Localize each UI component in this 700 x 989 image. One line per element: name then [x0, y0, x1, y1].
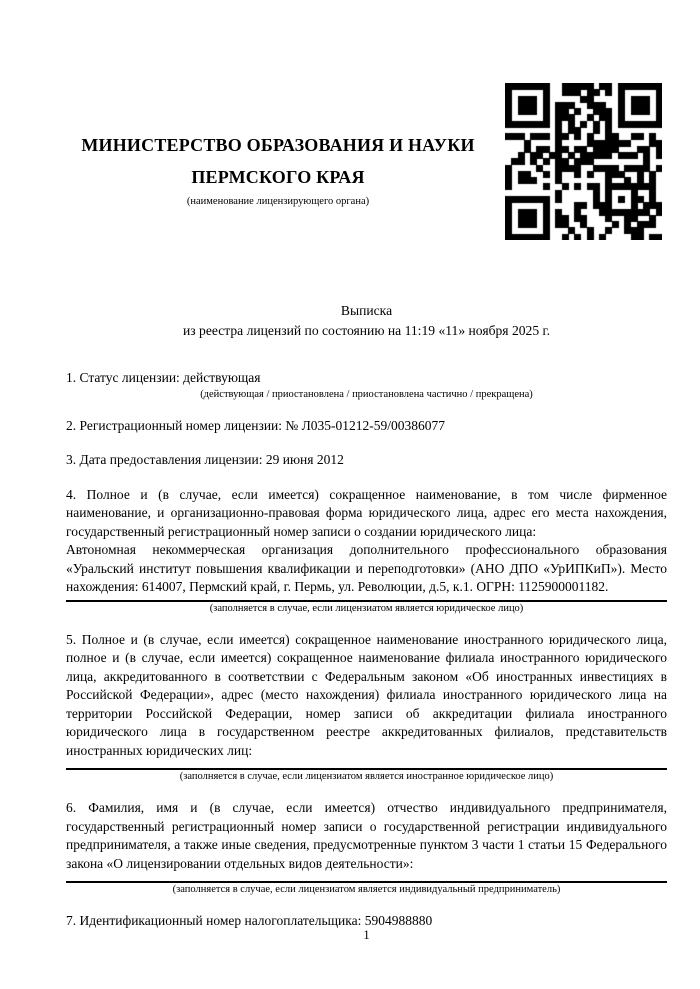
page-number: 1	[363, 928, 370, 942]
ministry-name-line2: ПЕРМСКОГО КРАЯ	[191, 167, 365, 187]
qr-code-icon	[505, 83, 662, 240]
document-title-line1: Выписка	[340, 303, 393, 318]
registration-number-text: 2. Регистрационный номер лицензии: № Л035-01212-59/00386077	[66, 417, 446, 433]
item-foreign-entity	[66, 631, 667, 784]
foreign-entity-caption: (заполняется в случае, если лицензиатом является иностранное юридическое лицо)	[179, 771, 554, 782]
item-individual-entrepreneur	[66, 799, 667, 896]
individual-entrepreneur-clause: 6. Фамилия, имя и (в случае, если имеется) отчество индивидуального предпринимателя, государственный регистрационный номер записи о государственной регистрации индивидуального предпринимателя, а также иные сведения, предусмотренные пунктом 3 части 1 статьи 15 Федерального закона «О лицензировании отдельных видов деятельности»:	[66, 800, 667, 871]
item-legal-entity	[66, 486, 667, 615]
item-license-status	[66, 369, 667, 401]
document-title	[66, 301, 667, 341]
item-grant-date	[66, 451, 667, 470]
issuing-authority-block	[66, 129, 490, 209]
license-status-text: 1. Статус лицензии: действующая	[66, 370, 261, 385]
license-status-caption: (действующая / приостановлена / приостановлена частично / прекращена)	[200, 388, 533, 400]
legal-entity-value: Автономная некоммерческая организация дополнительного профессионального образования «Уральский институт повышения квалификации и переподготовки» (АНО ДПО «УрИПКиП»). Место нахождения: 614007, Пермский край, г. Пермь, ул. Революции, д.5, к.1. ОГРН: 1125900001182.	[66, 542, 667, 594]
individual-entrepreneur-caption: (заполняется в случае, если лицензиатом является индивидуальный предприниматель)	[172, 884, 561, 895]
document-body	[66, 369, 667, 931]
document-title-line2: из реестра лицензий по состоянию на 11:19 «11» ноября 2025 г.	[182, 323, 550, 338]
grant-date-text: 3. Дата предоставления лицензии: 29 июня 2012	[66, 452, 344, 467]
ministry-name-line1: МИНИСТЕРСТВО ОБРАЗОВАНИЯ И НАУКИ	[81, 135, 475, 155]
foreign-entity-clause: 5. Полное и (в случае, если имеется) сокращенное наименование иностранного юридического лица, полное и (в случае, если имеется) сокращенное наименование филиала иностранного юридического лица, аккредитованного в соответствии с Федеральным законом «Об иностранных инвестициях в Российской Федерации», адрес (место нахождения) филиала иностранного юридического лица на территории Российской Федерации, номер записи об аккредитации филиала иностранного юридического лица в государственном реестре аккредитованных филиалов, представительств иностранных юридических лиц:	[66, 631, 667, 758]
ministry-name	[66, 129, 490, 193]
legal-entity-clause: 4. Полное и (в случае, если имеется) сокращенное наименование, в том числе фирменное наименование, и организационно-правовая форма юридического лица, адрес его места нахождения, государственный регистрационный номер записи о создании юридического лица:	[66, 486, 667, 539]
taxpayer-number-text: 7. Идентификационный номер налогоплательщика: 5904988880	[66, 913, 433, 928]
ministry-name-caption: (наименование лицензирующего органа)	[186, 196, 370, 207]
legal-entity-caption: (заполняется в случае, если лицензиатом является юридическое лицо)	[209, 602, 524, 614]
item-registration-number	[66, 417, 667, 436]
